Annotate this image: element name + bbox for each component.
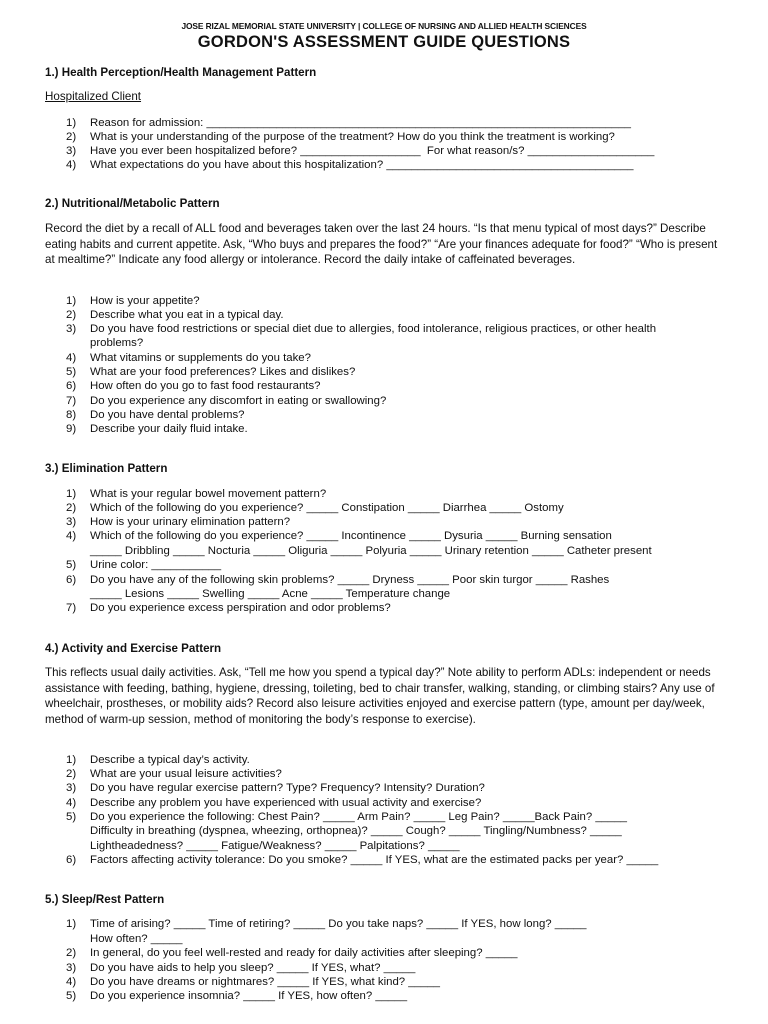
- list-item: 2) In general, do you feel well-rested and ready for daily activities after sleeping? _____: [66, 947, 518, 959]
- list-item: 3) Have you ever been hospitalized before? ___________________ For what reason/s? ____________________: [66, 145, 655, 157]
- page-title: GORDON'S ASSESSMENT GUIDE QUESTIONS: [197, 33, 571, 51]
- section-2-intro: Record the diet by a recall of ALL food and beverages taken over the last 24 hours. “Is that menu typical of most days?” Describe eating habits and current appetite. Ask, “Who buys and prepares the food?” “Are your finances adequate for food?” “Who is present at mealtime?” Indicate any food allergy or intolerance. Record the daily intake of caffeinated beverages.: [45, 222, 718, 266]
- section-3-title: 3.) Elimination Pattern: [45, 462, 168, 475]
- list-item: 2) What is your understanding of the purpose of the treatment? How do you think the treatment is working?: [66, 131, 615, 143]
- list-item: 2) Describe what you eat in a typical day.: [66, 309, 284, 321]
- list-item: 8) Do you have dental problems?: [66, 409, 245, 421]
- section-5-title: 5.) Sleep/Rest Pattern: [45, 893, 165, 906]
- list-item: 5) Do you experience insomnia? _____ If YES, how often? _____: [66, 990, 408, 1002]
- list-item: 3) Do you have aids to help you sleep? _____ If YES, what? _____: [66, 962, 416, 974]
- list-item: 9) Describe your daily fluid intake.: [66, 423, 248, 435]
- list-item-continuation: _____ Dribbling _____ Nocturia _____ Oliguria _____ Polyuria _____ Urinary retention _____ Catheter present: [90, 545, 652, 557]
- list-item: 4) Describe any problem you have experienced with usual activity and exercise?: [66, 797, 482, 809]
- list-item: 3) Do you have regular exercise pattern? Type? Frequency? Intensity? Duration?: [66, 782, 485, 794]
- section-1-subtitle: Hospitalized Client: [45, 90, 142, 103]
- list-item-continuation: Difficulty in breathing (dyspnea, wheezing, orthopnea)? _____ Cough? _____ Tingling/Numbness? _____: [90, 825, 622, 837]
- section-1-title: 1.) Health Perception/Health Management Pattern: [45, 66, 317, 79]
- list-item: 1) Time of arising? _____ Time of retiring? _____ Do you take naps? _____ If YES, how long? _____: [66, 918, 587, 930]
- section-4-intro: This reflects usual daily activities. Ask, “Tell me how you spend a typical day?” Note ability to perform ADLs: independent or needs assistance with feeding, bathing, hygiene, dressing, toileting, bed to chair transfer, walking, standing, or climbing stairs? Any use of wheelchair, prostheses, or mobility aids? Record also leisure activities enjoyed and exercise pattern (type, amount per day/week, method of warm-up session, method of monitoring the body’s response to exercise).: [45, 666, 715, 726]
- list-item: 6) Do you have any of the following skin problems? _____ Dryness _____ Poor skin turgor _____ Rashes: [66, 574, 610, 586]
- list-item: 6) Factors affecting activity tolerance: Do you smoke? _____ If YES, what are the estimated packs per year? _____: [66, 854, 659, 866]
- list-item: 7) Do you experience excess perspiration and odor problems?: [66, 602, 391, 614]
- section-4-title: 4.) Activity and Exercise Pattern: [45, 642, 222, 655]
- list-item: 4) Which of the following do you experience? _____ Incontinence _____ Dysuria _____ Burning sensation: [66, 530, 612, 542]
- list-item: 5) What are your food preferences? Likes and dislikes?: [66, 366, 356, 378]
- list-item-continuation: problems?: [90, 337, 144, 349]
- list-item: 4) What vitamins or supplements do you take?: [66, 352, 311, 364]
- list-item: 1) Reason for admission: ___________________________________________________________________: [66, 117, 631, 129]
- list-item-continuation: How often? _____: [90, 933, 183, 945]
- section-2-title: 2.) Nutritional/Metabolic Pattern: [45, 197, 220, 210]
- list-item: 6) How often do you go to fast food restaurants?: [66, 380, 321, 392]
- list-item-continuation: _____ Lesions _____ Swelling _____ Acne _____ Temperature change: [90, 588, 451, 600]
- list-item: 2) What are your usual leisure activities?: [66, 768, 282, 780]
- list-item: 2) Which of the following do you experience? _____ Constipation _____ Diarrhea _____ Ostomy: [66, 502, 564, 514]
- list-item: 1) How is your appetite?: [66, 295, 200, 307]
- list-item: 4) Do you have dreams or nightmares? _____ If YES, what kind? _____: [66, 976, 440, 988]
- list-item: 5) Do you experience the following: Chest Pain? _____ Arm Pain? _____ Leg Pain? _____Back Pain? _____: [66, 811, 628, 823]
- list-item: 4) What expectations do you have about this hospitalization? _______________________________________: [66, 159, 634, 171]
- list-item: 7) Do you experience any discomfort in eating or swallowing?: [66, 395, 387, 407]
- list-item: 1) Describe a typical day’s activity.: [66, 754, 250, 766]
- list-item: 5) Urine color: ___________: [66, 559, 222, 571]
- list-item: 1) What is your regular bowel movement pattern?: [66, 488, 327, 500]
- university-header: JOSE RIZAL MEMORIAL STATE UNIVERSITY | COLLEGE OF NURSING AND ALLIED HEALTH SCIENCES: [181, 21, 587, 31]
- list-item: 3) How is your urinary elimination pattern?: [66, 516, 291, 528]
- list-item: 3) Do you have food restrictions or special diet due to allergies, food intolerance, religious practices, or other health: [66, 323, 657, 335]
- list-item-continuation: Lightheadedness? _____ Fatigue/Weakness? _____ Palpitations? _____: [90, 840, 460, 852]
